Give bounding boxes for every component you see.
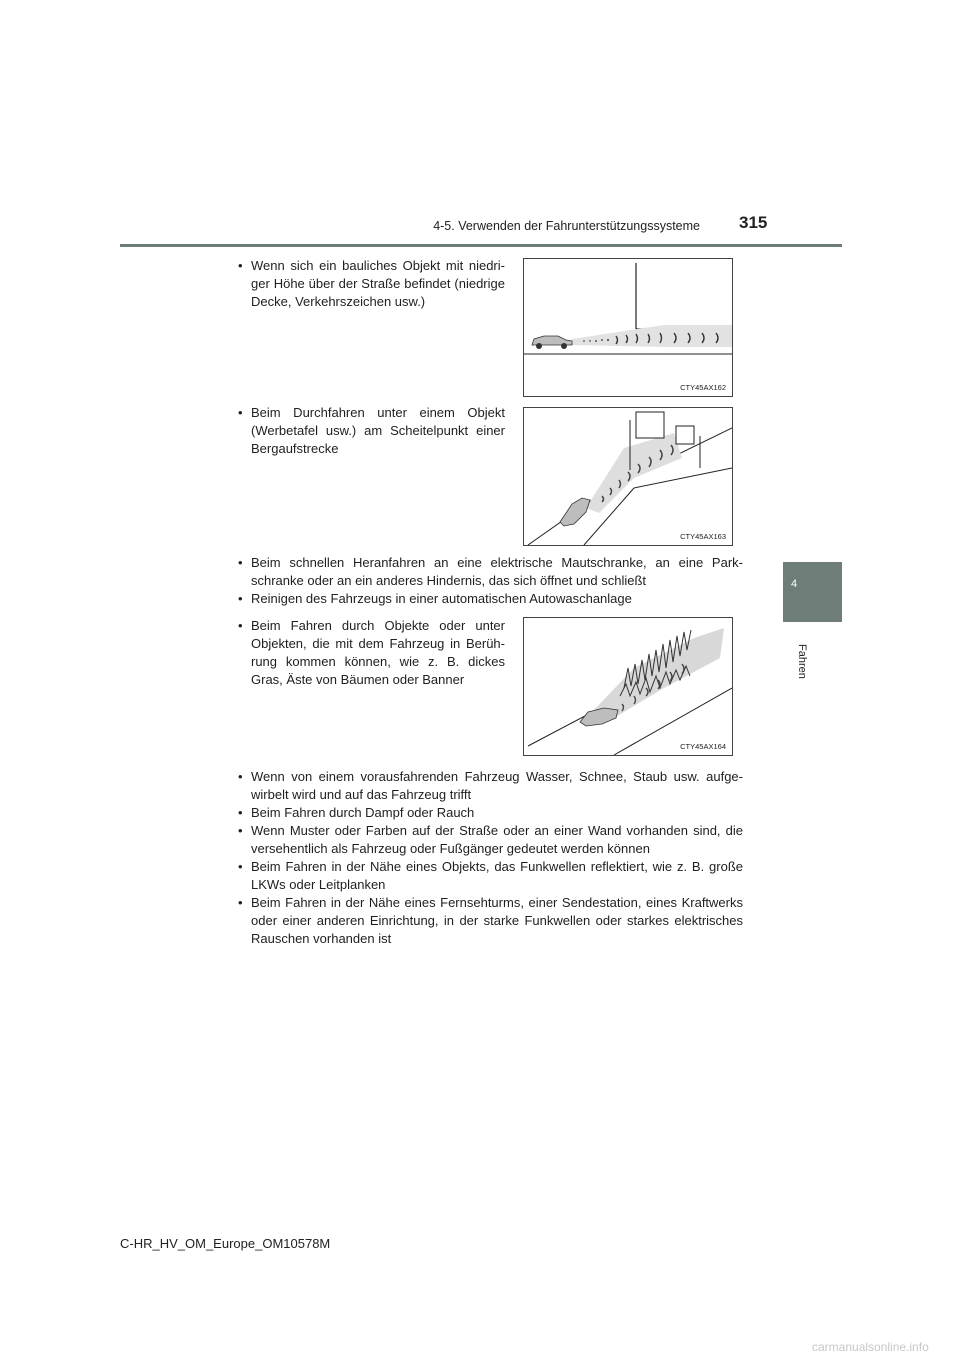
chapter-number: 4	[791, 578, 798, 590]
list-item: • Wenn von einem vorausfahrenden Fahrzeug Wasser, Schnee, Staub usw. aufgewirbelt wird und auf das Fahrzeug trifft	[238, 769, 743, 802]
watermark: carmanualsonline.info	[812, 1340, 929, 1354]
list-item: • Beim Fahren in der Nähe eines Fernsehturms, einer Sendestation, eines Kraftwerks oder einer anderen Einrichtung, in der starke Funkwellen oder starkes elektrisches Rauschen vorhanden ist	[238, 895, 743, 946]
list-item: • Beim Fahren in der Nähe eines Objekts, das Funkwellen reflektiert, wie z. B. große LKWs oder Leitplanken	[238, 859, 743, 892]
figure-grass-branches	[523, 617, 733, 756]
car-uphill-billboard-illustration	[524, 408, 732, 545]
list-item: • Wenn sich ein bauliches Objekt mit niedriger Höhe über der Straße befindet (niedrige Decke, Verkehrszeichen usw.)	[238, 258, 505, 309]
chapter-label	[786, 630, 816, 680]
figure-code: CTY45AX163	[680, 532, 726, 541]
car-low-overhead-illustration	[524, 259, 732, 396]
figure-uphill-billboard	[523, 407, 733, 546]
car-grass-branches-illustration	[524, 618, 732, 755]
list-item: • Beim Fahren durch Dampf oder Rauch	[238, 805, 475, 820]
document-id: C-HR_HV_OM_Europe_OM10578M	[120, 1236, 331, 1251]
header-divider	[120, 244, 842, 247]
figure-low-overhead	[523, 258, 733, 397]
chapter-label-text: Fahren	[796, 644, 808, 679]
list-item: • Beim Fahren durch Objekte oder unter Objekten, die mit dem Fahrzeug in Berührung kommen können, wie z. B. dickes Gras, Äste von Bäumen oder Banner	[238, 618, 505, 687]
figure-code: CTY45AX164	[680, 742, 726, 751]
chapter-tab	[783, 562, 842, 622]
list-item: • Wenn Muster oder Farben auf der Straße oder an einer Wand vorhanden sind, die versehentlich als Fahrzeug oder Fußgänger gedeutet werden können	[238, 823, 743, 856]
page-number: 315	[739, 213, 768, 232]
figure-code: CTY45AX162	[680, 383, 726, 392]
list-item: • Beim schnellen Heranfahren an eine elektrische Mautschranke, an eine Parkschranke oder an ein anderes Hindernis, das sich öffnet und schließt	[238, 555, 743, 588]
list-item: • Beim Durchfahren unter einem Objekt (Werbetafel usw.) am Scheitelpunkt einer Bergaufstrecke	[238, 405, 505, 456]
list-item: • Reinigen des Fahrzeugs in einer automatischen Autowaschanlage	[238, 591, 632, 606]
section-title: 4-5. Verwenden der Fahrunterstützungssysteme	[433, 219, 700, 233]
